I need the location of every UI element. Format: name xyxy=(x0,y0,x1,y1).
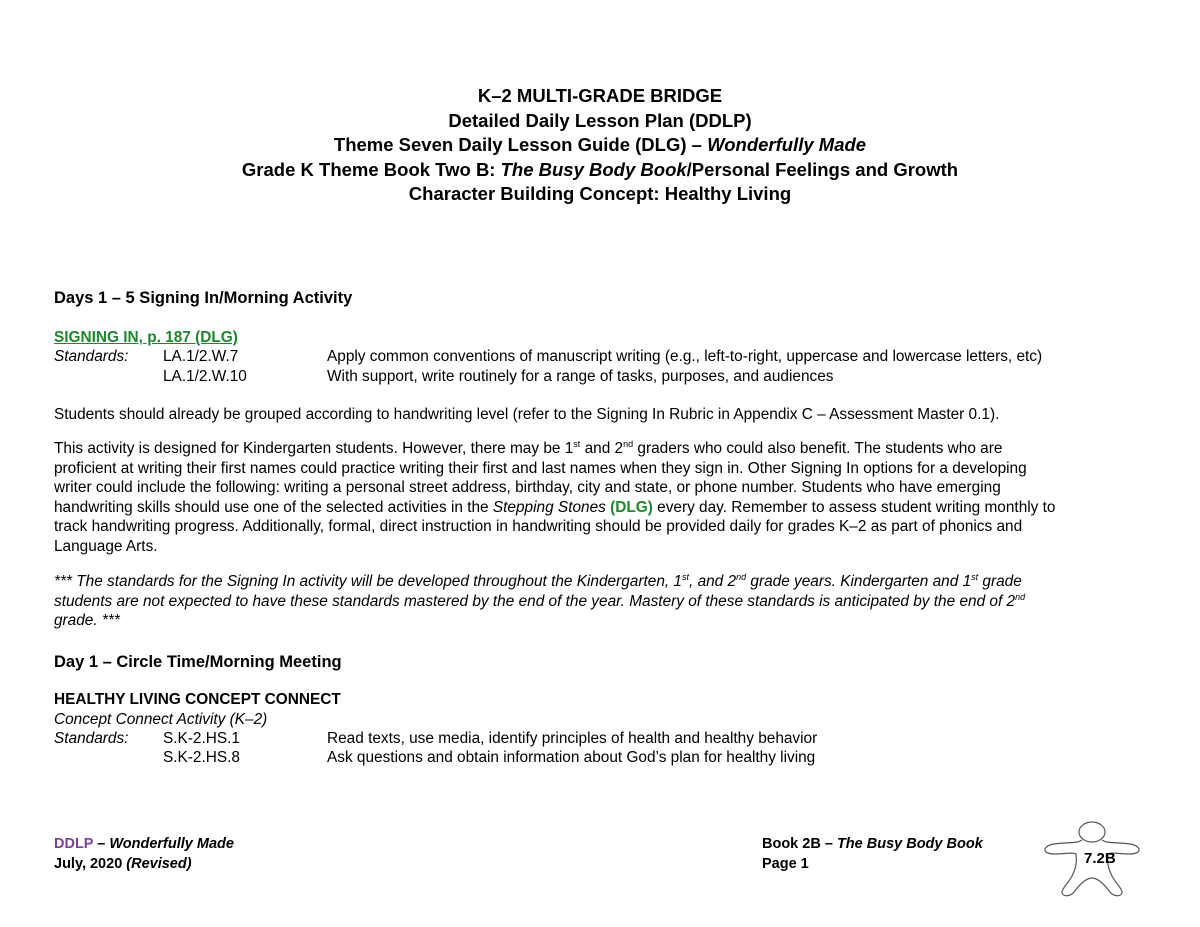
paragraph-line: proficient at writing their first names could practice writing their first and last names when they sign in. Other Signing In options for a developing xyxy=(54,459,1027,477)
paragraph-line: Language Arts. xyxy=(54,537,158,555)
text-run: This activity is designed for Kindergarten students. However, there may be 1 xyxy=(54,440,574,457)
standard-code: S.K-2.HS.8 xyxy=(163,749,240,766)
logo-label: 7.2B xyxy=(1084,850,1116,867)
standards-label-text: Standards xyxy=(54,348,125,365)
concept-connect-heading: HEALTHY LIVING CONCEPT CONNECT xyxy=(54,691,341,708)
footer-theme-title: Wonderfully Made xyxy=(109,836,234,852)
standard-code: S.K-2.HS.1 xyxy=(163,730,240,747)
stepping-stones-title: Stepping Stones xyxy=(492,498,606,516)
superscript: st xyxy=(971,572,979,582)
footer-left-title xyxy=(54,834,234,854)
standards-note xyxy=(54,572,1154,631)
standards-label: Standards: xyxy=(54,730,129,747)
superscript: nd xyxy=(623,439,634,449)
grouping-paragraph: Students should already be grouped according to handwriting level (refer to the Signing In Rubric in Appendix C – Assessment Master 0.1). xyxy=(54,406,1000,423)
title-line-4-book: The Busy Body Book xyxy=(500,158,687,180)
paragraph-line: writer could include the following: writing a personal street address, birthday, city and state, or phone number. Students who have emerging xyxy=(54,479,1001,496)
standard-description: Apply common conventions of manuscript writing (e.g., left-to-right, uppercase and lowercase letters, etc) xyxy=(327,348,1043,365)
paragraph-line xyxy=(54,498,1154,518)
standard-description: With support, write routinely for a range of tasks, purposes, and audiences xyxy=(327,368,834,385)
section-heading-signing-in: Days 1 – 5 Signing In/Morning Activity xyxy=(54,289,353,307)
paragraph-line: track handwriting progress. Additionally, formal, direct instruction in handwriting should be provided daily for grades K–2 as part of phonics and xyxy=(54,518,1023,535)
note-line: grade. *** xyxy=(54,612,120,629)
title-line-1: K–2 MULTI-GRADE BRIDGE xyxy=(477,85,723,106)
dlg-reference: (DLG) xyxy=(610,498,653,516)
footer-page-number: Page 1 xyxy=(762,856,809,872)
document-title xyxy=(0,84,1200,207)
title-line-3-theme: Wonderfully Made xyxy=(707,134,867,155)
title-line-4-suffix: /Personal Feelings and Growth xyxy=(686,158,959,180)
superscript: st xyxy=(682,572,690,582)
superscript: st xyxy=(573,439,581,449)
note-line xyxy=(54,592,1154,612)
standard-description: Read texts, use media, identify principles of health and healthy behavior xyxy=(327,730,818,747)
signing-in-link[interactable]: SIGNING IN, p. 187 (DLG) xyxy=(54,329,238,346)
title-line-4-prefix: Grade K Theme Book Two B: xyxy=(241,158,501,180)
text-run: Book 2B – xyxy=(762,836,837,852)
title-line-3-prefix: Theme Seven Daily Lesson Guide (DLG) – xyxy=(333,134,708,155)
text-run: every day. Remember to assess student writing monthly to xyxy=(652,498,1056,516)
text-run: , and 2 xyxy=(689,573,737,590)
concept-connect-activity: Concept Connect Activity (K–2) xyxy=(54,711,268,728)
title-line-5: Character Building Concept: Healthy Living xyxy=(408,183,792,204)
footer-revised: (Revised) xyxy=(126,856,192,872)
text-run: grade years. Kindergarten and 1 xyxy=(746,573,972,590)
standard-code: LA.1/2.W.7 xyxy=(163,348,239,365)
note-line xyxy=(54,572,1154,592)
gingerbread-logo xyxy=(1036,820,1148,898)
text-run: *** The standards for the Signing In activity will be developed throughout the Kindergarten, 1 xyxy=(54,573,682,590)
superscript: nd xyxy=(1015,591,1026,602)
footer-right-book xyxy=(762,834,983,854)
text-run: and 2 xyxy=(580,440,624,457)
standards-label-colon: : xyxy=(124,348,129,365)
standard-description: Ask questions and obtain information about God’s plan for healthy living xyxy=(327,749,816,766)
text-run: – xyxy=(93,836,110,852)
footer-book-title: The Busy Body Book xyxy=(836,836,983,852)
text-run: graders who could also benefit. The students who are xyxy=(633,440,1003,457)
title-line-2: Detailed Daily Lesson Plan (DDLP) xyxy=(448,109,752,131)
superscript: nd xyxy=(736,572,747,582)
title-line-4 xyxy=(0,158,1200,183)
paragraph-line xyxy=(54,439,1154,459)
footer-date: July, 2020 xyxy=(54,856,127,872)
standard-code: LA.1/2.W.10 xyxy=(163,368,247,385)
footer-left-date xyxy=(54,854,192,874)
text-run: handwriting skills should use one of the selected activities in the xyxy=(54,498,493,516)
title-line-3 xyxy=(0,133,1200,158)
activity-description-paragraph xyxy=(54,439,1154,556)
footer-ddlp: DDLP xyxy=(54,836,94,852)
text-run: students are not expected to have these standards mastered by the end of the year. Mastery of these standards is anticipated by the end of 2 xyxy=(54,592,1016,610)
section-heading-circle-time: Day 1 – Circle Time/Morning Meeting xyxy=(54,653,342,671)
standards-label xyxy=(54,347,128,367)
text-run: grade xyxy=(978,573,1022,590)
